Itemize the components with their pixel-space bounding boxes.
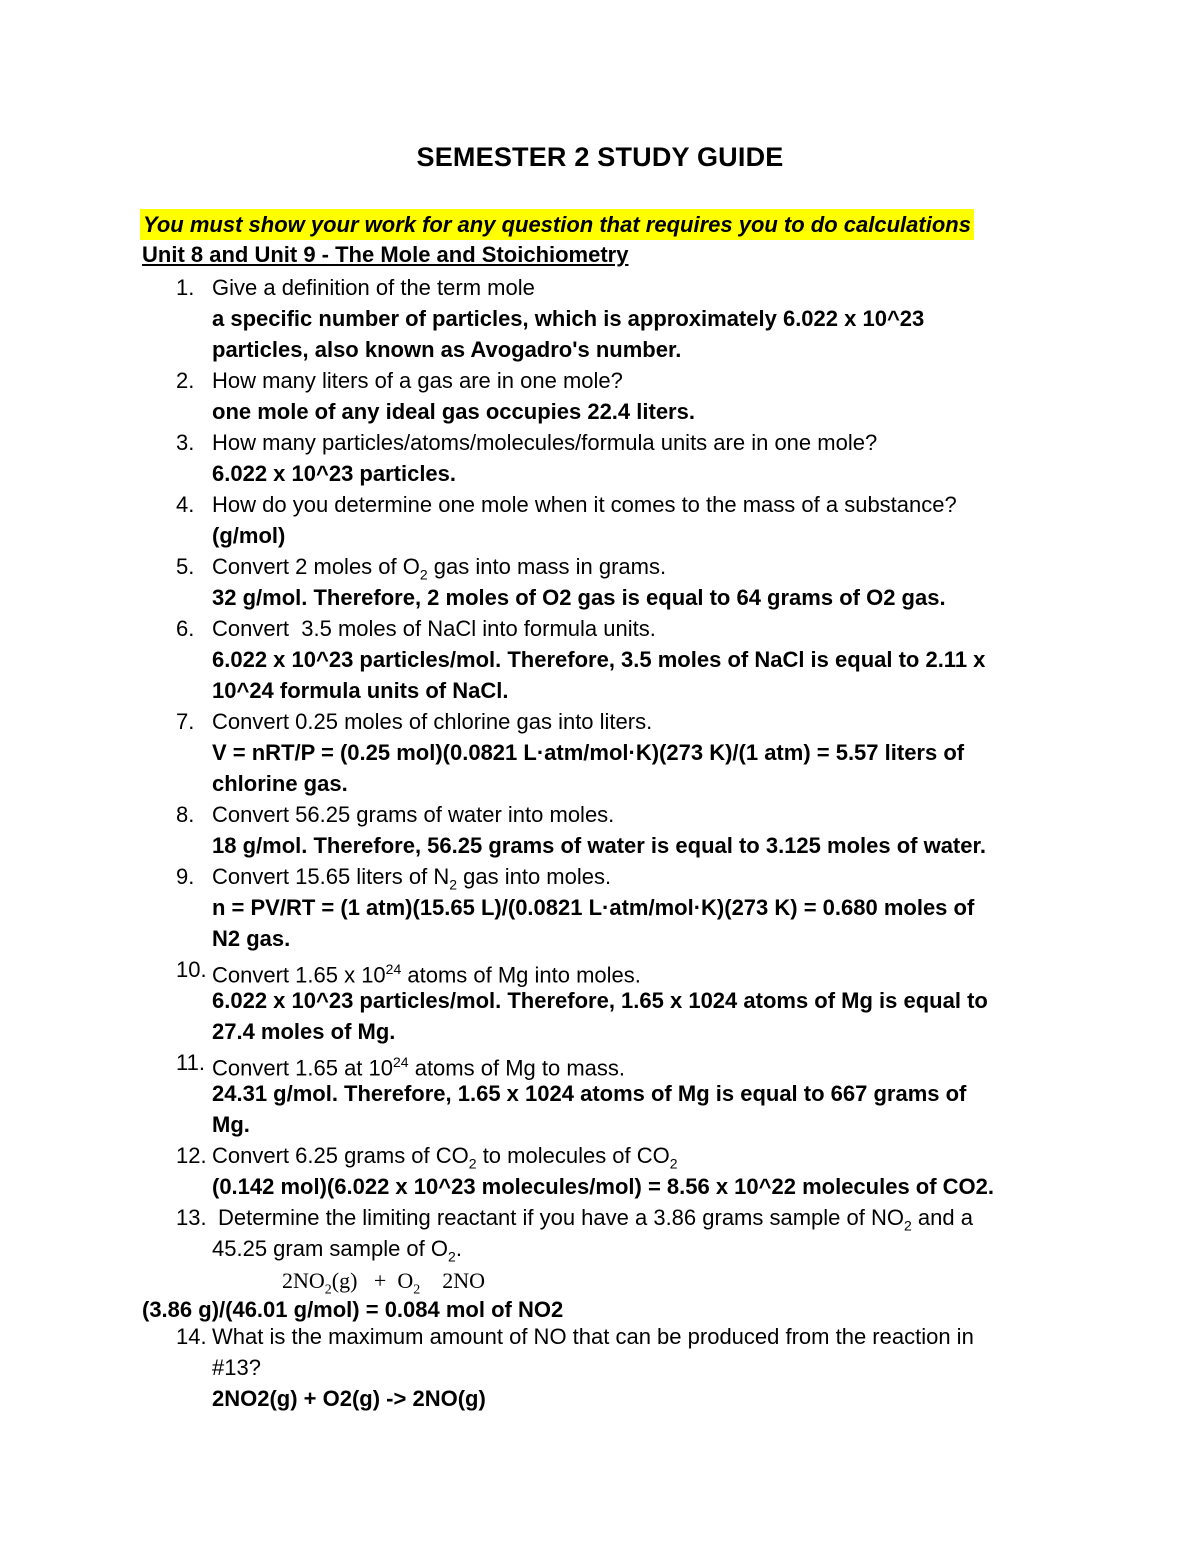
- item-1-number: 1.: [176, 275, 195, 300]
- item-3-answer: 6.022 x 10^23 particles.: [212, 461, 457, 486]
- item-7-answer-line-2: chlorine gas.: [212, 771, 348, 796]
- item-6-number: 6.: [176, 616, 195, 641]
- item-2-number: 2.: [176, 368, 195, 393]
- item-8-answer: 18 g/mol. Therefore, 56.25 grams of water is equal to 3.125 moles of water.: [212, 833, 986, 858]
- item-10-answer-line-2: 27.4 moles of Mg.: [212, 1019, 396, 1044]
- item-9-answer-line-1: n = PV/RT = (1 atm)(15.65 L)/(0.0821 L·atm/mol·K)(273 K) = 0.680 moles of: [212, 895, 975, 920]
- item-11-number: 11.: [176, 1050, 205, 1075]
- item-13-number: 13.: [176, 1205, 207, 1230]
- item-6-answer-line-2: 10^24 formula units of NaCl.: [212, 678, 509, 703]
- item-9-answer-line-2: N2 gas.: [212, 926, 291, 951]
- item-10-answer-line-1: 6.022 x 10^23 particles/mol. Therefore, 1.65 x 1024 atoms of Mg is equal to: [212, 988, 988, 1013]
- item-7-number: 7.: [176, 709, 195, 734]
- item-2-answer: one mole of any ideal gas occupies 22.4 liters.: [212, 399, 695, 424]
- item-12-question: Convert 6.25 grams of $CO_2$ to molecules of $CO_2$: [212, 1143, 678, 1172]
- item-3-question: How many particles/atoms/molecules/formula units are in one mole?: [212, 430, 878, 455]
- item-2-question: How many liters of a gas are in one mole?: [212, 368, 623, 393]
- item-10-question: Convert 1.65 x $10^{24}$ atoms of Mg into moles.: [212, 961, 641, 988]
- item-7-question: Convert 0.25 moles of chlorine gas into liters.: [212, 709, 653, 734]
- item-6-question: Convert 3.5 moles of NaCl into formula units.: [212, 616, 656, 641]
- item-1-answer-line-2: particles, also known as Avogadro's number.: [212, 337, 682, 362]
- item-10-number: 10.: [176, 957, 207, 982]
- item-9-number: 9.: [176, 864, 195, 889]
- item-4-answer: (g/mol): [212, 523, 286, 548]
- item-11-answer-line-2: Mg.: [212, 1112, 250, 1137]
- item-1-question: Give a definition of the term mole: [212, 275, 535, 300]
- item-13-answer: (3.86 g)/(46.01 g/mol) = 0.084 mol of NO2: [142, 1297, 564, 1322]
- item-11-answer-line-1: 24.31 g/mol. Therefore, 1.65 x 1024 atoms of Mg is equal to 667 grams of: [212, 1081, 967, 1106]
- item-9-question: Convert 15.65 liters of $N_2$ gas into moles.: [212, 864, 612, 893]
- item-14-question-line-1: What is the maximum amount of NO that can be produced from the reaction in: [212, 1324, 974, 1349]
- unit-heading: Unit 8 and Unit 9 - The Mole and Stoichiometry: [142, 242, 629, 267]
- item-1-answer-line-1: a specific number of particles, which is approximately 6.022 x 10^23: [212, 306, 925, 331]
- item-12-number: 12.: [176, 1143, 207, 1168]
- item-11-question: Convert 1.65 at $10^{24}$ atoms of Mg to mass.: [212, 1054, 625, 1081]
- page-title: SEMESTER 2 STUDY GUIDE: [416, 142, 784, 172]
- item-5-question: Convert 2 moles of $O_2$ gas into mass in grams.: [212, 554, 667, 583]
- item-13-question-line-1: Determine the limiting reactant if you have a 3.86 grams sample of $NO_2$ and a: [218, 1205, 973, 1234]
- item-7-answer-line-1: V = nRT/P = (0.25 mol)(0.0821 L·atm/mol·K)(273 K)/(1 atm) = 5.57 liters of: [212, 740, 965, 765]
- item-14-answer: 2NO2(g) + O2(g) -> 2NO(g): [212, 1386, 486, 1411]
- item-6-answer-line-1: 6.022 x 10^23 particles/mol. Therefore, 3.5 moles of NaCl is equal to 2.11 x: [212, 647, 986, 672]
- item-4-question: How do you determine one mole when it comes to the mass of a substance?: [212, 492, 957, 517]
- item-8-question: Convert 56.25 grams of water into moles.: [212, 802, 615, 827]
- item-13-equation: $2NO_2(g) + O_2$ 2NO: [282, 1268, 486, 1298]
- item-13-question-line-2: 45.25 gram sample of $O_2$.: [212, 1236, 462, 1265]
- instruction-highlight: You must show your work for any question that requires you to do calculations: [140, 209, 974, 240]
- item-8-number: 8.: [176, 802, 195, 827]
- item-5-answer: 32 g/mol. Therefore, 2 moles of O2 gas is equal to 64 grams of O2 gas.: [212, 585, 946, 610]
- item-12-answer: (0.142 mol)(6.022 x 10^23 molecules/mol) = 8.56 x 10^22 molecules of CO2.: [212, 1174, 995, 1199]
- item-3-number: 3.: [176, 430, 195, 455]
- item-14-number: 14.: [176, 1324, 207, 1349]
- item-5-number: 5.: [176, 554, 195, 579]
- item-4-number: 4.: [176, 492, 195, 517]
- item-14-question-line-2: #13?: [212, 1355, 261, 1380]
